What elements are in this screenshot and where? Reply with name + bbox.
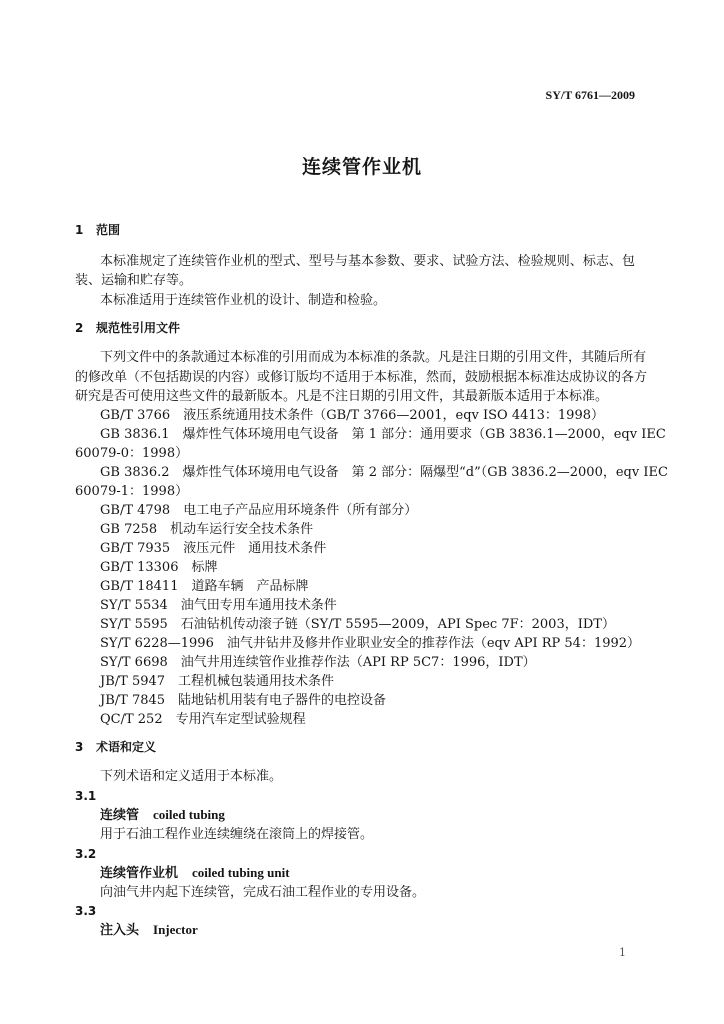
reference-item — [100, 615, 615, 634]
section-title: 术语和定义 — [96, 740, 157, 754]
reference-code: JB/T 7845 — [100, 693, 166, 708]
paragraph-line: 装、运输和贮存等。 — [75, 273, 193, 288]
term-chinese: 注入头 — [100, 923, 140, 938]
reference-item — [100, 691, 386, 710]
section-heading-3 — [75, 738, 156, 757]
reference-title: 油气井用连续管作业推荐作法（API RP 5C7：1996，IDT） — [180, 655, 536, 670]
paragraph-line: 研究是否可使用这些文件的最新版本。凡是不注日期的引用文件，其最新版本适用于本标准。 — [75, 389, 609, 404]
reference-item — [100, 596, 337, 615]
page-number: 1 — [619, 946, 626, 959]
reference-code: SY/T 5534 — [100, 598, 168, 613]
paragraph-line: 本标准适用于连续管作业机的设计、制造和检验。 — [100, 293, 387, 308]
reference-item — [100, 710, 306, 729]
reference-title: 油气田专用车通用技术条件 — [180, 598, 337, 613]
section-number: 2 — [75, 321, 84, 335]
reference-item — [100, 577, 309, 596]
section-number: 3 — [75, 740, 84, 754]
reference-continuation: 60079-1：1998） — [75, 484, 189, 499]
paragraph-line: 下列术语和定义适用于本标准。 — [100, 769, 283, 784]
reference-title: 标牌 — [191, 560, 218, 575]
reference-title: 工程机械包装通用技术条件 — [178, 674, 335, 689]
reference-title: 石油钻机传动滚子链（SY/T 5595—2009，API Spec 7F：2003，IDT） — [180, 617, 615, 632]
reference-code: GB/T 18411 — [100, 579, 179, 594]
section-heading-1 — [75, 221, 120, 240]
term-chinese: 连续管作业机 — [100, 866, 179, 881]
reference-code: QC/T 252 — [100, 712, 163, 727]
paragraph-line: 本标准规定了连续管作业机的型式、型号与基本参数、要求、试验方法、检验规则、标志、包 — [100, 254, 635, 269]
reference-code: GB 7258 — [100, 522, 158, 537]
reference-continuation: 60079-0：1998） — [75, 446, 189, 461]
reference-code: SY/T 6698 — [100, 655, 168, 670]
reference-title: 液压元件 通用技术条件 — [183, 541, 327, 556]
term-chinese: 连续管 — [100, 808, 140, 823]
reference-code: JB/T 5947 — [100, 674, 166, 689]
reference-title: 电工电子产品应用环境条件（所有部分） — [183, 503, 418, 518]
reference-item — [100, 539, 326, 558]
reference-item — [100, 501, 417, 520]
reference-item — [100, 406, 604, 425]
paragraph-line: 下列文件中的条款通过本标准的引用而成为本标准的条款。凡是注日期的引用文件，其随后所有 — [100, 350, 647, 365]
reference-code: GB 3836.2 — [100, 465, 170, 480]
term-entry — [100, 863, 290, 882]
reference-title: 液压系统通用技术条件（GB/T 3766—2001，eqv ISO 4413：1998） — [183, 408, 604, 423]
clause-number: 3.3 — [75, 904, 97, 918]
reference-title: 机动车运行安全技术条件 — [170, 522, 314, 537]
paragraph-line: 的修改单（不包括勘误的内容）或修订版均不适用于本标准，然而，鼓励根据本标准达成协议的各方 — [75, 370, 648, 385]
reference-item — [100, 425, 666, 444]
reference-item — [100, 520, 313, 539]
term-english: coiled tubing — [153, 807, 225, 822]
reference-title: 油气井钻井及修井作业职业安全的推荐作法（eqv API RP 54：1992） — [226, 636, 641, 651]
document-title: 连续管作业机 — [301, 156, 422, 178]
reference-code: GB 3836.1 — [100, 427, 170, 442]
reference-code: SY/T 5595 — [100, 617, 168, 632]
reference-title: 陆地钻机用装有电子器件的电控设备 — [178, 693, 387, 708]
reference-item — [100, 463, 668, 482]
term-definition: 用于石油工程作业连续缠绕在滚筒上的焊接管。 — [100, 827, 374, 842]
term-entry — [100, 920, 198, 939]
term-entry — [100, 805, 225, 824]
clause-number: 3.1 — [75, 789, 97, 803]
reference-item — [100, 653, 536, 672]
reference-item — [100, 634, 640, 653]
section-number: 1 — [75, 223, 84, 237]
reference-title: 专用汽车定型试验规程 — [175, 712, 306, 727]
reference-item — [100, 558, 218, 577]
reference-code: GB/T 7935 — [100, 541, 171, 556]
clause-number: 3.2 — [75, 847, 97, 861]
section-title: 范围 — [96, 223, 121, 237]
term-english: Injector — [153, 922, 198, 937]
standard-number-header: SY/T 6761—2009 — [545, 88, 635, 102]
term-definition: 向油气井内起下连续管，完成石油工程作业的专用设备。 — [100, 885, 426, 900]
reference-code: SY/T 6228—1996 — [100, 636, 214, 651]
term-english: coiled tubing unit — [192, 865, 290, 880]
reference-code: GB/T 3766 — [100, 408, 171, 423]
reference-title: 爆炸性气体环境用电气设备 第 2 部分：隔爆型“d”（GB 3836.2—2000，eqv IEC — [182, 465, 668, 480]
reference-title: 爆炸性气体环境用电气设备 第 1 部分：通用要求（GB 3836.1—2000，eqv IEC — [182, 427, 666, 442]
reference-title: 道路车辆 产品标牌 — [191, 579, 309, 594]
section-heading-2 — [75, 319, 180, 338]
reference-code: GB/T 4798 — [100, 503, 171, 518]
section-title: 规范性引用文件 — [96, 321, 181, 335]
reference-code: GB/T 13306 — [100, 560, 179, 575]
reference-item — [100, 672, 334, 691]
